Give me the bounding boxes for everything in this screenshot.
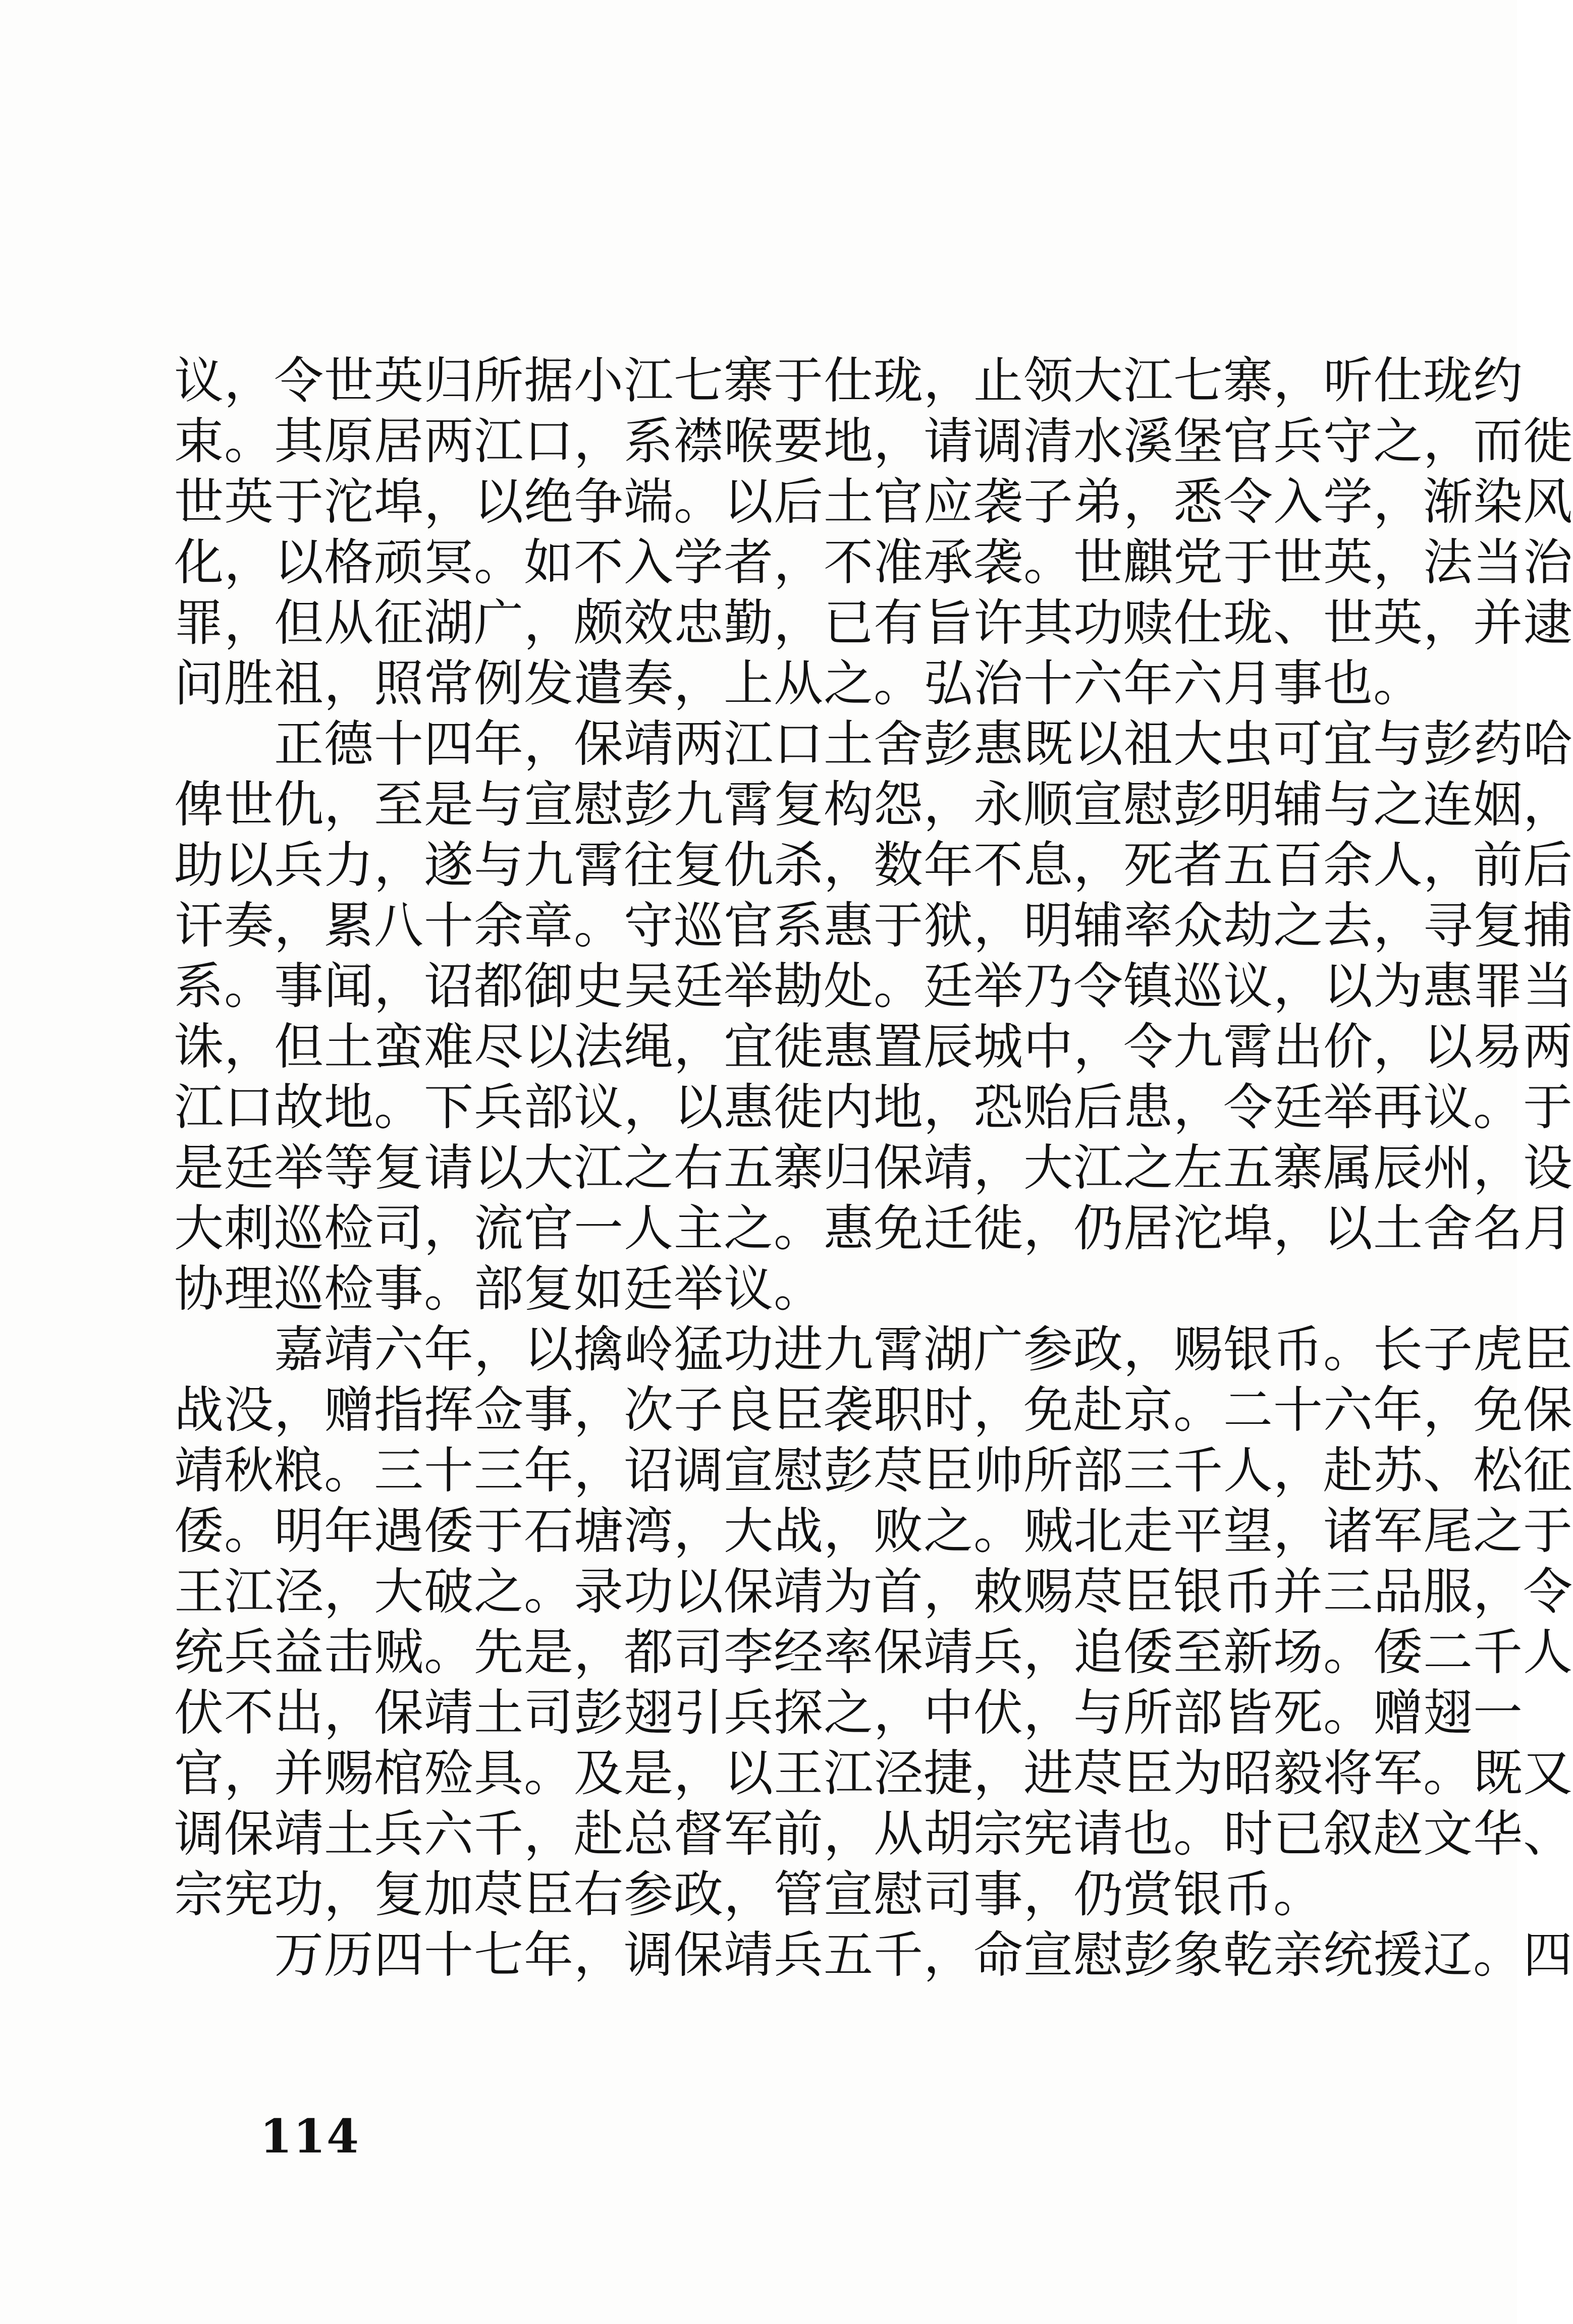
text-line: 王江泾，大破之。录功以保靖为首，敕赐荩臣银币并三品服，令 — [174, 1563, 1573, 1621]
text-line: 倭。明年遇倭于石塘湾，大战，败之。贼北走平望，诸军尾之于 — [174, 1503, 1573, 1560]
text-line: 讦奏，累八十余章。守巡官系惠于狱，明辅率众劫之去，寻复捕 — [174, 897, 1573, 955]
text-line: 诛，但土蛮难尽以法绳，宜徙惠置辰城中，令九霄出价，以易两 — [174, 1018, 1573, 1076]
text-line: 官，并赐棺殓具。及是，以王江泾捷，进荩臣为昭毅将军。既又 — [174, 1745, 1573, 1802]
text-line: 宗宪功，复加荩臣右参政，管宣慰司事，仍赏银币。 — [174, 1866, 1324, 1923]
text-line: 世英于沱埠，以绝争端。以后土官应袭子弟，悉令入学，渐染风 — [174, 473, 1573, 531]
text-line: 战没，赠指挥佥事，次子良臣袭职时，免赴京。二十六年，免保 — [174, 1381, 1573, 1439]
text-line: 调保靖土兵六千，赴总督军前，从胡宗宪请也。时已叙赵文华、 — [174, 1805, 1573, 1863]
text-line: 束。其原居两江口，系襟喉要地，请调清水溪堡官兵守之，而徙 — [174, 413, 1573, 470]
text-line: 伏不出，保靖土司彭翅引兵探之，中伏，与所部皆死。赠翅一 — [174, 1684, 1524, 1742]
body-text — [174, 351, 1573, 1985]
text-line: 罪，但从征湖广，颇效忠勤，已有旨许其功赎仕珑、世英，并逮 — [174, 594, 1573, 652]
text-line: 万历四十七年，调保靖兵五千，命宣慰彭象乾亲统援辽。四 — [174, 1926, 1573, 1984]
text-line: 俾世仇，至是与宣慰彭九霄复构怨，永顺宣慰彭明辅与之连姻， — [174, 776, 1573, 834]
text-line: 统兵益击贼。先是，都司李经率保靖兵，追倭至新场。倭二千人 — [174, 1624, 1573, 1681]
text-line: 正德十四年，保靖两江口土舍彭惠既以祖大虫可宜与彭药哈 — [174, 715, 1573, 773]
text-line: 议，令世英归所据小江七寨于仕珑，止领大江七寨，听仕珑约 — [174, 352, 1524, 410]
text-line: 系。事闻，诏都御史吴廷举勘处。廷举乃令镇巡议，以为惠罪当 — [174, 958, 1573, 1015]
text-line: 靖秋粮。三十三年，诏调宣慰彭荩臣帅所部三千人，赴苏、松征 — [174, 1442, 1573, 1500]
text-line: 大刺巡检司，流官一人主之。惠免迁徙，仍居沱埠，以土舍名月 — [174, 1200, 1573, 1257]
text-line: 协理巡检事。部复如廷举议。 — [174, 1260, 824, 1318]
page-number: 114 — [260, 2109, 360, 2164]
text-line: 化，以格顽冥。如不入学者，不准承袭。世麒党于世英，法当治 — [174, 534, 1573, 591]
text-line: 嘉靖六年，以擒岭猛功进九霄湖广参政，赐银币。长子虎臣 — [174, 1321, 1573, 1378]
text-line: 助以兵力，遂与九霄往复仇杀，数年不息，死者五百余人，前后 — [174, 837, 1573, 894]
text-line: 江口故地。下兵部议，以惠徙内地，恐贻后患，令廷举再议。于 — [174, 1079, 1573, 1136]
text-line: 问胜祖，照常例发遣奏，上从之。弘治十六年六月事也。 — [174, 655, 1424, 712]
text-line: 是廷举等复请以大江之右五寨归保靖，大江之左五寨属辰州，设 — [174, 1139, 1573, 1197]
